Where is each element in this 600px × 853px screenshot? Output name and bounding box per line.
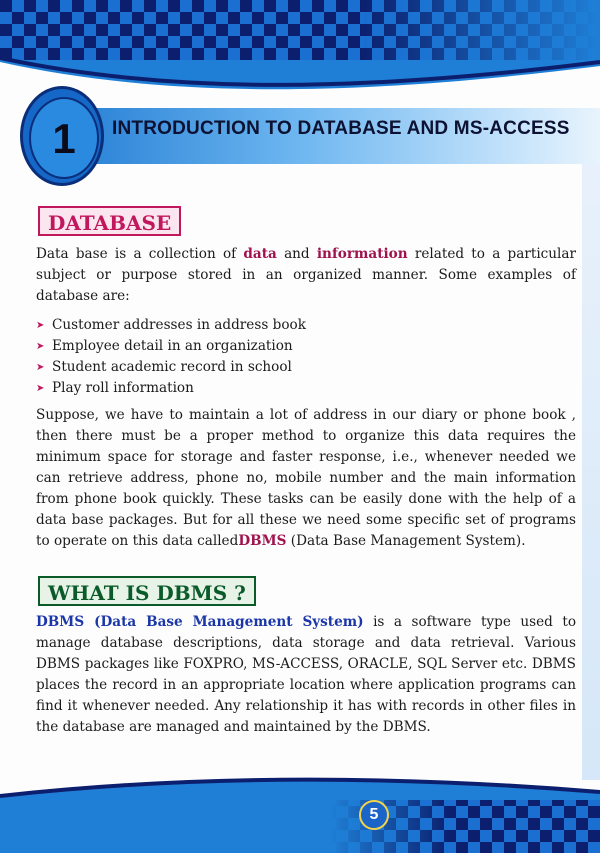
page-number-badge: 5 — [359, 800, 389, 830]
list-item-text: Play roll information — [52, 380, 194, 396]
arrow-bullet-icon: ➤ — [36, 362, 45, 373]
list-item — [36, 357, 556, 378]
highlight-data: data — [243, 246, 277, 262]
dbms-body-paragraph — [36, 612, 576, 738]
highlight-information: information — [316, 246, 408, 262]
intro-text-3: related to a particular subject or purpose stored in an organized manner. Some examples of database are: — [36, 246, 576, 304]
list-item-text: Customer addresses in address book — [52, 317, 306, 333]
database-body-paragraph — [36, 405, 576, 552]
database-intro-paragraph — [36, 244, 576, 307]
list-item — [36, 378, 556, 399]
body-text-1: Suppose, we have to maintain a lot of address in our diary or phone book , then there must be a proper method to organize this data requires the minimum space for storage and faster response, i.e., whenever needed we can retrieve address, phone no, mobile number and the main information from phone book quickly. These tasks can be easily done with the help of a data base packages. But for all these we need some specific set of programs to operate on this data called — [36, 407, 576, 549]
chapter-number-badge — [20, 86, 104, 186]
intro-text-1: Data base is a collection of — [36, 246, 244, 262]
list-item-text: Employee detail in an organization — [52, 338, 293, 354]
section-heading-database: DATABASE — [38, 206, 181, 236]
highlight-dbms-full: DBMS (Data Base Management System) — [36, 614, 364, 630]
highlight-dbms: DBMS — [238, 533, 287, 549]
list-item-text: Student academic record in school — [52, 359, 292, 375]
body-text-2: (Data Base Management System). — [286, 533, 526, 549]
chapter-title: INTRODUCTION TO DATABASE AND MS-ACCESS — [112, 118, 570, 139]
arrow-bullet-icon: ➤ — [36, 341, 45, 352]
chapter-number: 1 — [52, 115, 76, 162]
intro-text-2: and — [276, 246, 317, 262]
bottom-wave-decoration — [0, 770, 600, 853]
top-wave-decoration — [0, 0, 600, 110]
arrow-bullet-icon: ➤ — [36, 383, 45, 394]
section-heading-what-is-dbms: WHAT IS DBMS ? — [38, 576, 256, 606]
database-examples-list — [36, 315, 556, 399]
list-item — [36, 315, 556, 336]
chapter-number-inner — [29, 97, 99, 179]
arrow-bullet-icon: ➤ — [36, 320, 45, 331]
dbms-text-1: is a software type used to manage database descriptions, data storage and data retrieval. Various DBMS packages like FOXPRO, MS-ACCESS, ORACLE, SQL Server etc. DBMS places the record in an appropriate location where application programs can find it whenever needed. Any relationship it has with records in other files in the database are managed and maintained by the DBMS. — [36, 614, 577, 735]
list-item — [36, 336, 556, 357]
side-stripe-decoration — [582, 160, 600, 780]
